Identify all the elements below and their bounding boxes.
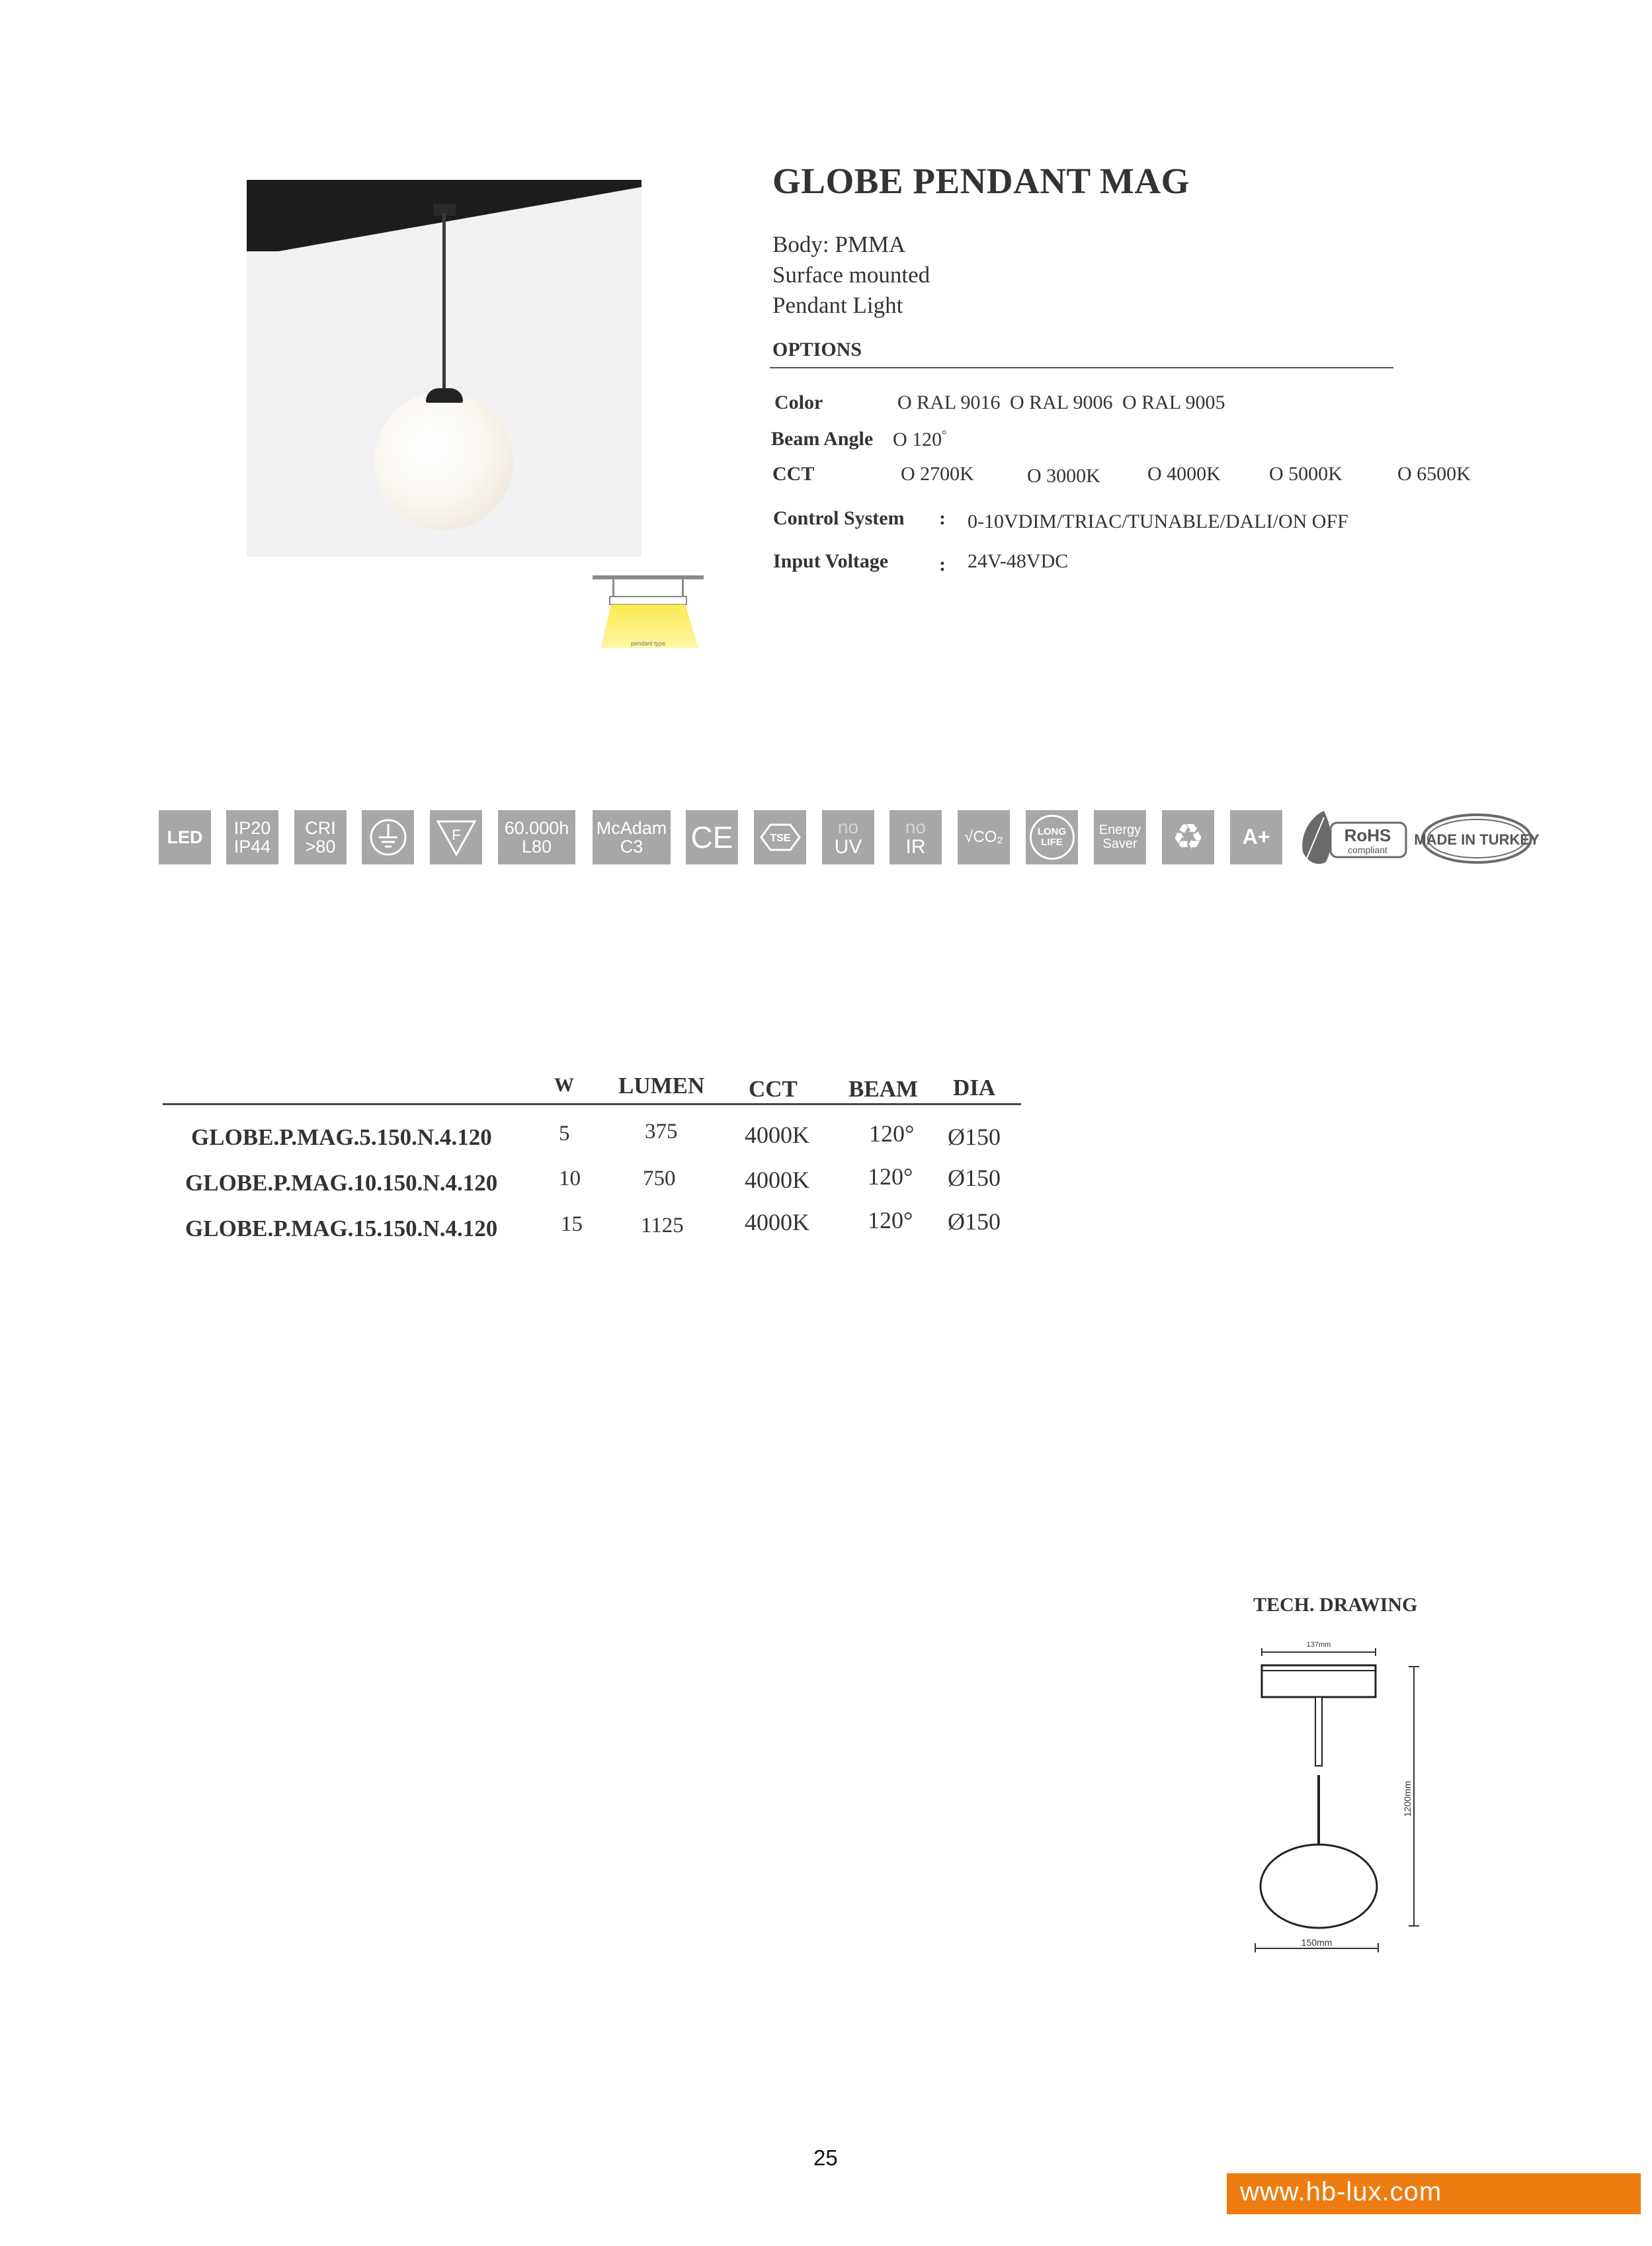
row-dia: Ø150 [948,1165,1001,1191]
control-system-colon: : [939,507,946,529]
row-w: 10 [559,1167,581,1190]
no-ir-icon [889,810,942,864]
energy-saver-icon [1094,810,1146,864]
cct-option-3000k: O 3000K [1027,465,1100,487]
cct-option-5000k: O 5000K [1269,463,1342,485]
top-dimension-label: 137mm [1306,1641,1331,1649]
color-option-1: O RAL 9016 [897,392,1001,413]
product-title: GLOBE PENDANT MAG [772,161,1190,201]
options-divider [770,367,1393,368]
table-header-w: W [554,1074,574,1096]
energy-class-icon [1230,810,1282,864]
degree-mark: ° [942,428,947,441]
height-dimension-label: 1200mm [1402,1780,1413,1817]
table-header-cct: CCT [749,1076,798,1102]
table-header-beam: BEAM [848,1076,918,1102]
led-icon [159,810,211,864]
mcadam-c3-text: C3 [620,837,643,856]
ground-icon [362,810,414,864]
website-link[interactable]: www.hb-lux.com [1240,2177,1442,2206]
mounting-type: Surface mounted [772,262,930,288]
lifetime-l80-text: L80 [521,837,552,856]
life-text: LIFE [1041,837,1063,848]
row-dia: Ø150 [948,1124,1001,1150]
mcadam-text: McAdam [596,817,667,838]
pendant-type-pictogram [593,573,704,656]
row-cct: 4000K [745,1122,809,1148]
options-heading: OPTIONS [772,339,862,360]
color-option-2: O RAL 9006 [1010,392,1113,413]
body-material: Body: PMMA [772,231,906,257]
color-label: Color [774,392,823,413]
row-code: GLOBE.P.MAG.5.150.N.4.120 [191,1124,492,1150]
row-cct: 4000K [745,1209,809,1235]
tse-text: TSE [769,833,791,844]
saver-text: Saver [1102,837,1137,851]
f-mark-text: F [451,827,461,843]
color-option-3: O RAL 9005 [1122,392,1225,413]
table-header-dia: DIA [953,1075,996,1101]
cct-option-6500k: O 6500K [1397,463,1471,485]
tse-icon [754,810,806,864]
no-uv-icon [822,810,874,864]
row-beam: 120° [868,1163,913,1190]
row-beam: 120° [869,1120,915,1147]
row-code: GLOBE.P.MAG.10.150.N.4.120 [185,1170,498,1196]
led-text: LED [167,827,203,847]
mcadam-icon [593,810,671,864]
light-type: Pendant Light [772,292,903,318]
made-in-turkey-icon [1414,812,1540,865]
tech-drawing-title: TECH. DRAWING [1253,1594,1418,1616]
f-mark-icon [430,810,482,864]
row-code: GLOBE.P.MAG.15.150.N.4.120 [185,1216,498,1241]
ip20-text: IP20 [233,817,271,838]
input-voltage-value: 24V-48VDC [968,550,1069,572]
beam-angle-option [893,428,946,451]
lifetime-icon [498,810,575,864]
cri-text: CRI [305,817,336,838]
energy-class-text: A+ [1242,825,1270,849]
uv-text: UV [834,835,862,858]
cri-value-text: >80 [305,837,336,856]
rohs-text: RoHS [1344,825,1391,845]
no-uv-no-text: no [837,816,859,837]
long-text: LONG [1037,826,1067,838]
pictogram-label: pendant type [630,640,666,647]
cri-icon [294,810,347,864]
rohs-compliant-text: compliant [1348,845,1387,855]
lifetime-hours-text: 60.000h [504,817,569,838]
page-number: 25 [813,2145,838,2170]
input-voltage-label: Input Voltage [773,550,889,572]
no-ir-no-text: no [905,816,927,837]
row-lumen: 1125 [641,1214,684,1237]
input-voltage-colon: : [939,554,946,575]
made-in-turkey-text: MADE IN TURKEY [1414,831,1540,848]
row-beam: 120° [868,1207,913,1233]
recycle-icon: ♻ [1162,810,1214,864]
row-lumen: 375 [645,1120,678,1144]
co2-icon [958,810,1010,864]
row-w: 15 [561,1212,583,1236]
row-dia: Ø150 [948,1208,1001,1235]
beam-angle-label: Beam Angle [771,428,874,450]
globe-cap [426,388,463,403]
rohs-icon [1296,806,1409,872]
control-system-label: Control System [773,507,905,529]
row-lumen: 750 [643,1167,676,1190]
ip-rating-icon [226,810,278,864]
pendant-cord [442,213,446,392]
bottom-dimension-label: 150mm [1301,1937,1333,1948]
control-system-value: 0-10VDIM/TRIAC/TUNABLE/DALI/ON OFF [968,511,1348,532]
co2-text: √CO₂ [964,828,1003,847]
globe-shade [374,392,513,530]
product-photo [247,180,641,557]
cct-label: CCT [772,463,815,485]
tech-drawing [1243,1634,1435,1958]
row-cct: 4000K [745,1167,809,1193]
cct-option-4000k: O 4000K [1147,463,1221,485]
table-divider [163,1103,1021,1105]
ce-text: CE [690,819,733,854]
ce-icon [686,810,738,864]
energy-text: Energy [1098,823,1141,837]
beam-angle-value: O 120 [893,429,942,450]
ir-text: IR [905,835,926,858]
long-life-icon [1026,810,1078,864]
cct-option-2700k: O 2700K [901,463,974,485]
ip44-text: IP44 [233,837,271,856]
table-header-lumen: LUMEN [618,1073,705,1099]
row-w: 5 [559,1122,570,1145]
